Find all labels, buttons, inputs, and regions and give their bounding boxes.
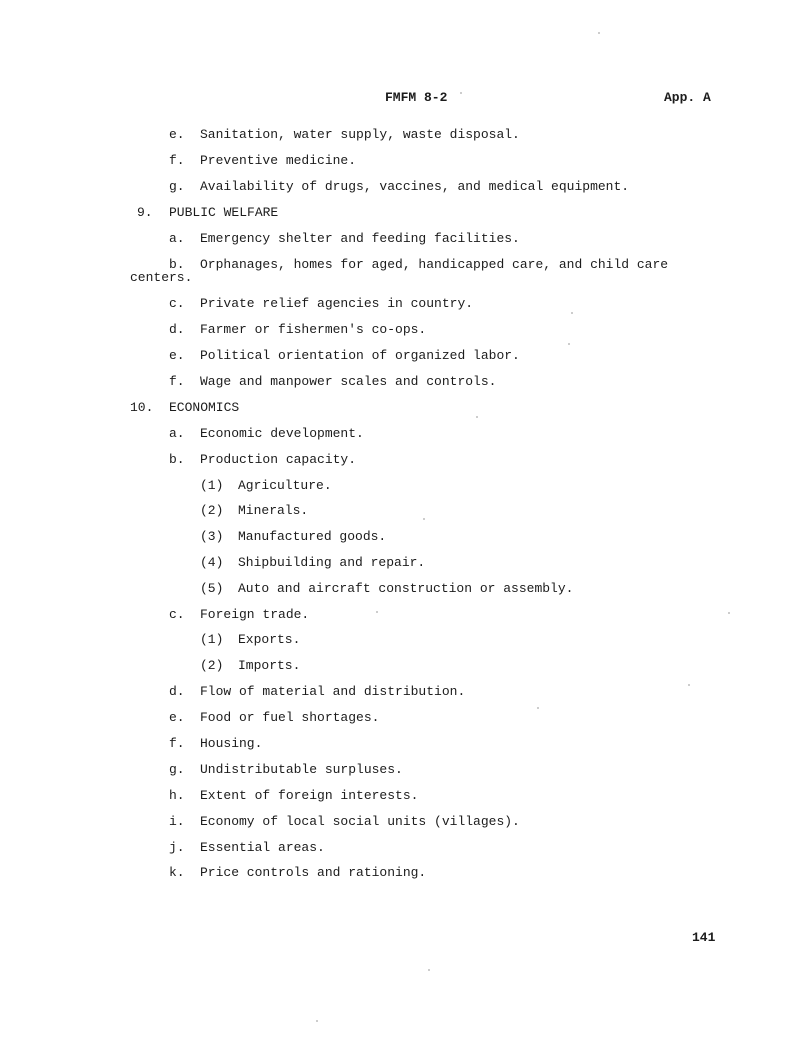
item-text: Undistributable surpluses. <box>200 762 403 777</box>
scan-speck <box>598 32 600 34</box>
section-heading: PUBLIC WELFARE <box>169 205 279 220</box>
item-text: Private relief agencies in country. <box>200 296 474 311</box>
item-label: g. <box>169 179 185 194</box>
item-text: Essential areas. <box>200 840 325 855</box>
subitem-label: (2) <box>200 658 224 673</box>
subitem-text: Minerals. <box>238 503 309 518</box>
section-number: 10. <box>130 400 154 415</box>
item-text-continued: centers. <box>130 270 193 285</box>
item-text: Price controls and rationing. <box>200 865 427 880</box>
item-text: Sanitation, water supply, waste disposal. <box>200 127 520 142</box>
item-text: Economic development. <box>200 426 364 441</box>
scan-speck <box>476 416 478 418</box>
item-text: Preventive medicine. <box>200 153 357 168</box>
item-text: Economy of local social units (villages). <box>200 814 520 829</box>
scan-speck <box>428 969 430 971</box>
item-text: Availability of drugs, vaccines, and medical equipment. <box>200 179 630 194</box>
subitem-text: Manufactured goods. <box>238 529 387 544</box>
appendix-label: App. A <box>664 90 711 105</box>
item-text: Food or fuel shortages. <box>200 710 380 725</box>
scan-speck <box>316 1020 318 1022</box>
item-label: f. <box>169 374 185 389</box>
item-label: h. <box>169 788 185 803</box>
item-label: e. <box>169 127 185 142</box>
item-text: Production capacity. <box>200 452 357 467</box>
item-label: b. <box>169 257 185 272</box>
subitem-label: (3) <box>200 529 224 544</box>
scan-speck <box>460 92 462 94</box>
subitem-label: (1) <box>200 632 224 647</box>
item-text: Extent of foreign interests. <box>200 788 419 803</box>
scan-speck <box>728 612 730 614</box>
item-text: Wage and manpower scales and controls. <box>200 374 497 389</box>
scan-speck <box>423 518 425 520</box>
section-number: 9. <box>137 205 153 220</box>
page-number: 141 <box>692 930 716 945</box>
item-label: b. <box>169 452 185 467</box>
item-text: Emergency shelter and feeding facilities. <box>200 231 520 246</box>
document-id: FMFM 8-2 <box>385 90 448 105</box>
item-label: a. <box>169 231 185 246</box>
subitem-label: (5) <box>200 581 224 596</box>
scan-speck <box>537 707 539 709</box>
item-label: f. <box>169 153 185 168</box>
item-label: d. <box>169 322 185 337</box>
item-label: f. <box>169 736 185 751</box>
subitem-text: Auto and aircraft construction or assembly. <box>238 581 574 596</box>
item-label: i. <box>169 814 185 829</box>
item-text: Farmer or fishermen's co-ops. <box>200 322 427 337</box>
section-heading: ECONOMICS <box>169 400 240 415</box>
scan-speck <box>571 312 573 314</box>
scan-speck <box>376 611 378 613</box>
subitem-text: Agriculture. <box>238 478 332 493</box>
subitem-text: Exports. <box>238 632 301 647</box>
item-text: Orphanages, homes for aged, handicapped care, and child care <box>200 257 669 272</box>
item-label: k. <box>169 865 185 880</box>
subitem-label: (4) <box>200 555 224 570</box>
item-text: Housing. <box>200 736 263 751</box>
item-text: Foreign trade. <box>200 607 310 622</box>
subitem-text: Imports. <box>238 658 301 673</box>
item-label: d. <box>169 684 185 699</box>
item-text: Political orientation of organized labor. <box>200 348 520 363</box>
item-text: Flow of material and distribution. <box>200 684 466 699</box>
item-label: e. <box>169 348 185 363</box>
subitem-text: Shipbuilding and repair. <box>238 555 426 570</box>
item-label: j. <box>169 840 185 855</box>
scan-speck <box>688 684 690 686</box>
item-label: e. <box>169 710 185 725</box>
item-label: c. <box>169 296 185 311</box>
subitem-label: (2) <box>200 503 224 518</box>
subitem-label: (1) <box>200 478 224 493</box>
item-label: c. <box>169 607 185 622</box>
item-label: a. <box>169 426 185 441</box>
scan-speck <box>568 343 570 345</box>
item-label: g. <box>169 762 185 777</box>
